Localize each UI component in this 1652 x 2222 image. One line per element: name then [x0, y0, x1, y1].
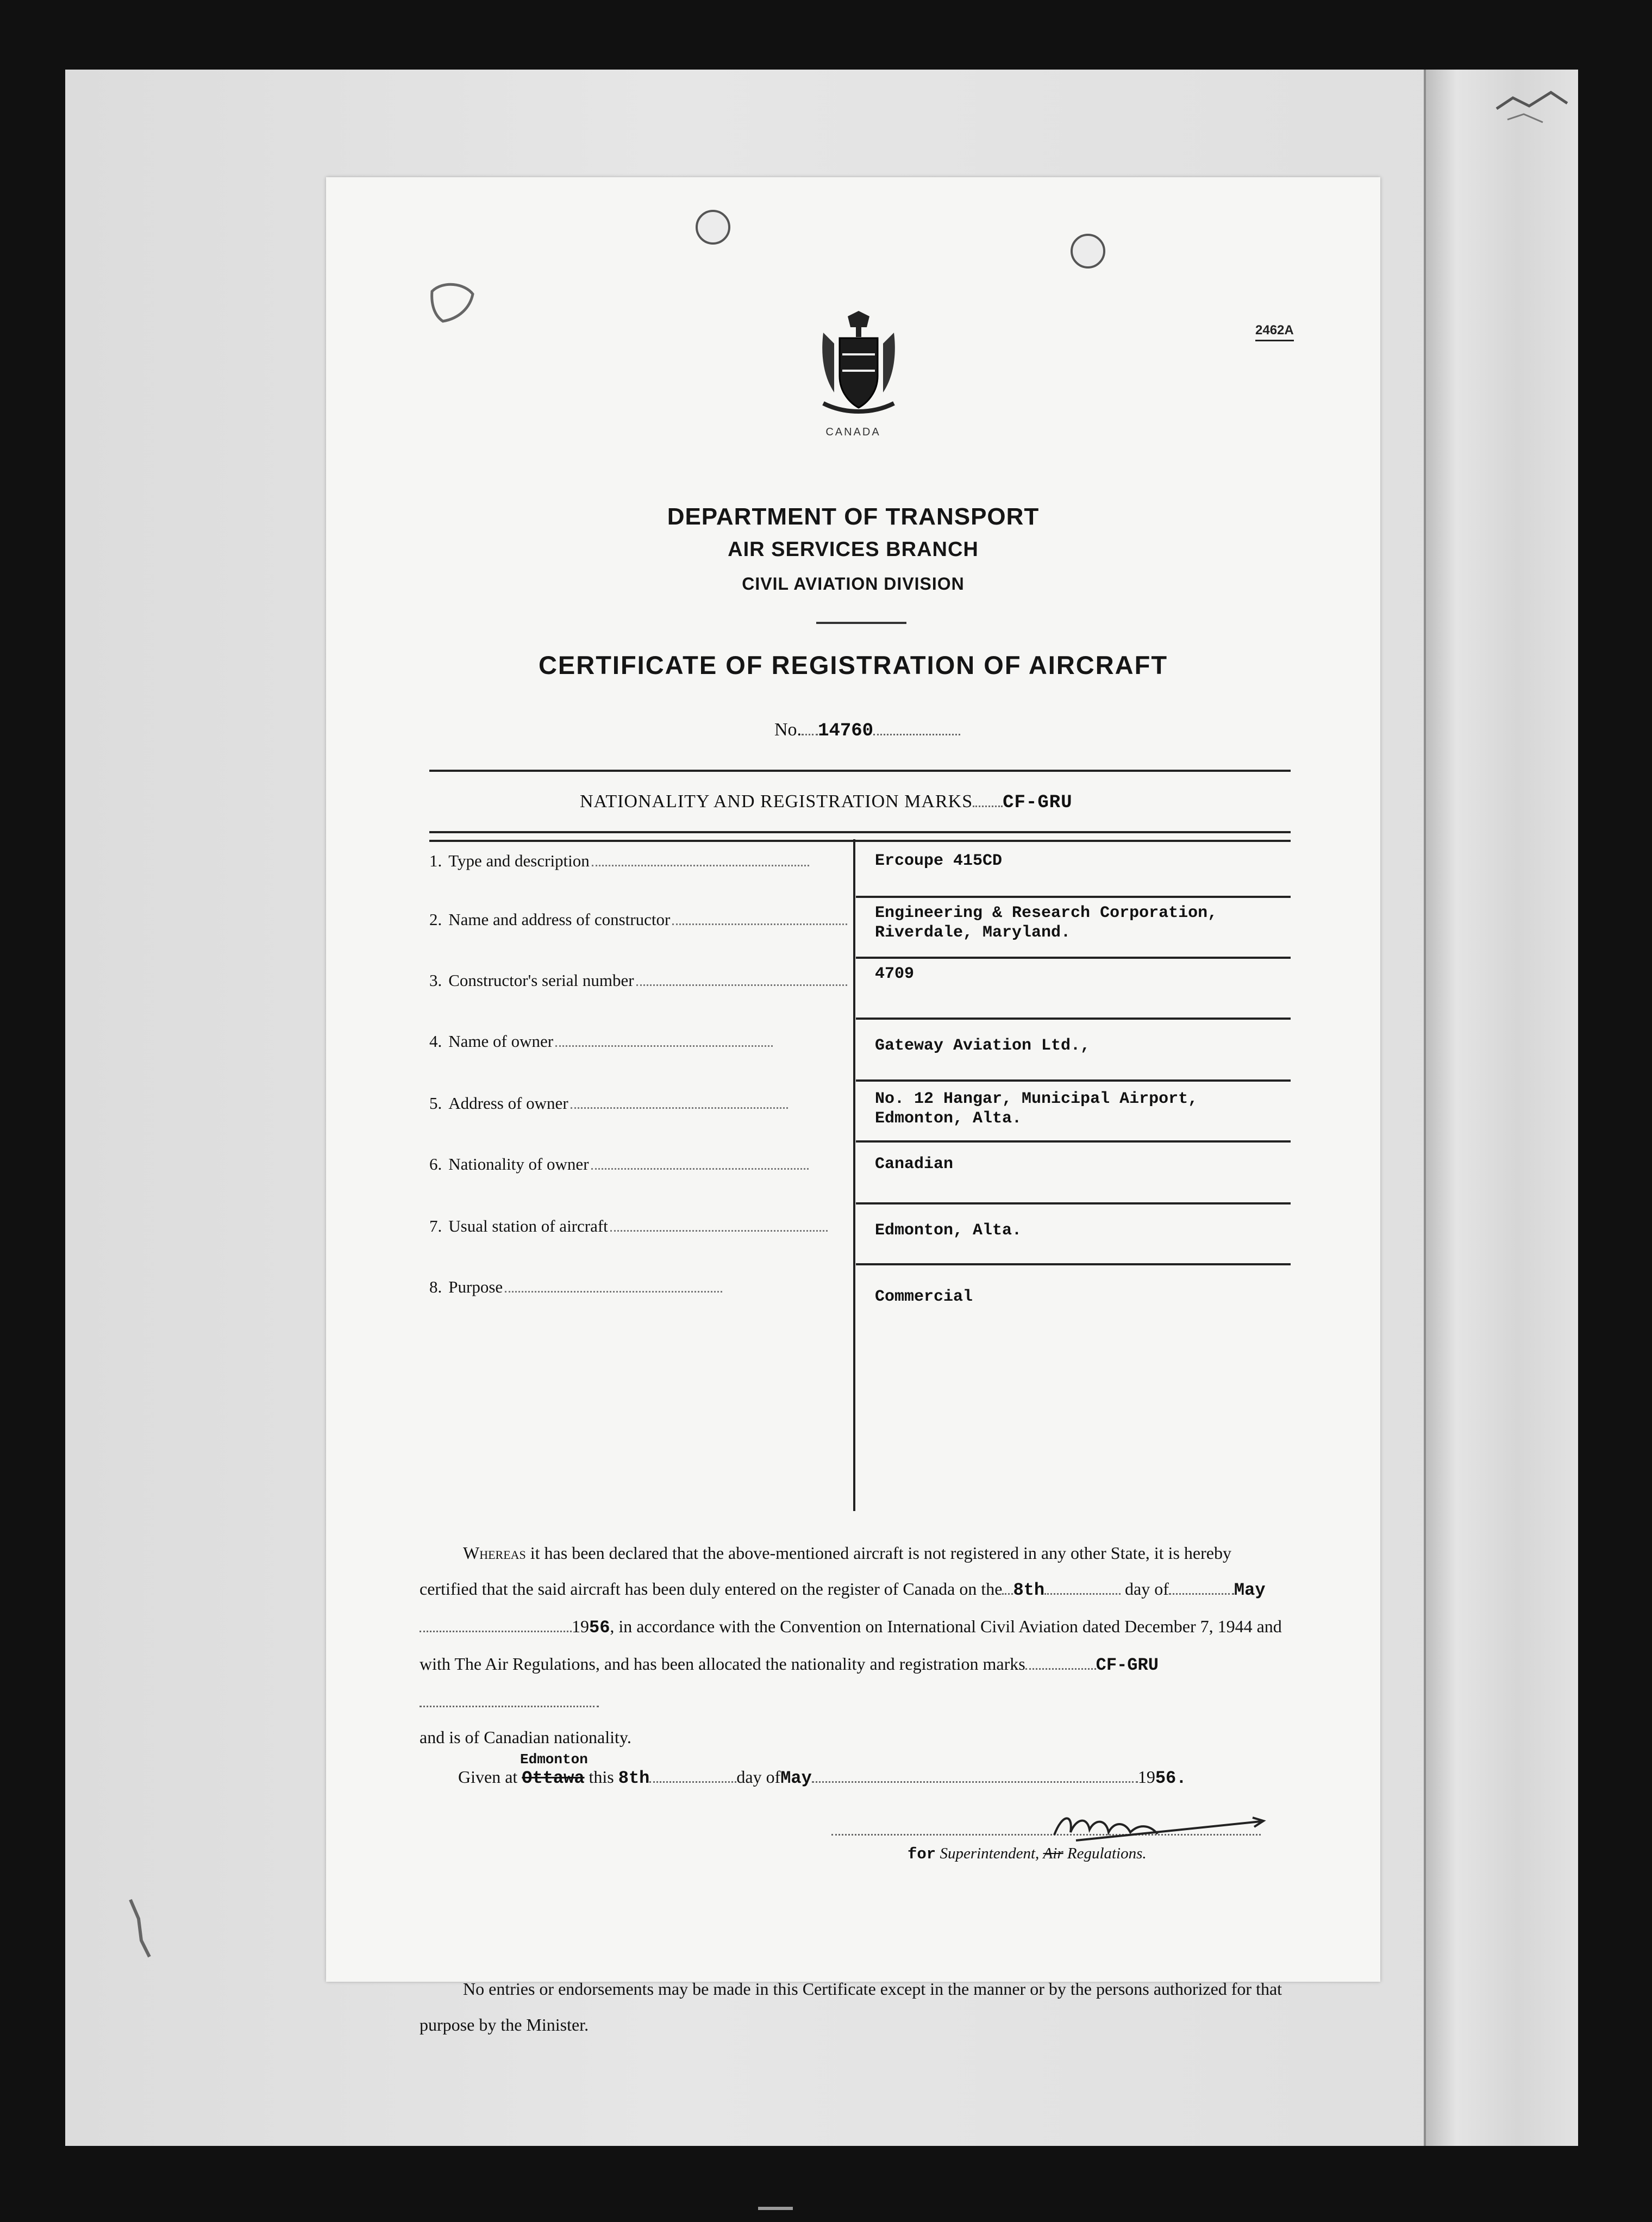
department-heading: DEPARTMENT OF TRANSPORT: [667, 503, 1040, 530]
field-label: 1. Type and description: [429, 851, 848, 871]
certificate-number: [774, 720, 960, 741]
scan-edge-mark: [758, 2207, 793, 2210]
whereas-text-4: and is of Canadian nationality.: [420, 1727, 631, 1747]
certificate-number-label: No.: [774, 720, 802, 740]
registration-year-suffix: 56: [589, 1618, 610, 1638]
signatory-for: for: [908, 1845, 936, 1863]
notice-paragraph: [420, 1971, 1291, 2043]
given-day: 8th: [618, 1768, 650, 1788]
whereas-lead-word: Whereas: [463, 1543, 526, 1563]
coat-of-arms-icon: [818, 311, 899, 420]
signatory-title: [908, 1845, 1147, 1863]
field-row-constructor: [429, 898, 1291, 959]
allocated-marks: CF-GRU: [1096, 1655, 1159, 1675]
given-month: May: [780, 1768, 812, 1788]
certificate-title: CERTIFICATE OF REGISTRATION OF AIRCRAFT: [538, 651, 1168, 679]
field-label: 6. Nationality of owner: [429, 1154, 848, 1174]
pencil-mark-icon: [125, 1897, 158, 1962]
registration-month: May: [1234, 1580, 1266, 1600]
given-prefix: Given at: [458, 1767, 518, 1787]
field-label: 2. Name and address of constructor: [429, 910, 848, 929]
field-label: 7. Usual station of aircraft: [429, 1216, 848, 1236]
given-place-typed: Edmonton: [520, 1751, 588, 1768]
whereas-text-3: , in accordance with the Convention on International Civil Aviation dated December 7, 1944 and with The Air Regulations, and has been allocated the nationality and registration marks: [420, 1616, 1282, 1674]
field-label: 5. Address of owner: [429, 1094, 848, 1113]
ink-smudge-icon: [421, 275, 481, 335]
field-row-serial: [429, 959, 1291, 1020]
field-value: Commercial: [875, 1288, 973, 1306]
field-label: 8. Purpose: [429, 1277, 848, 1297]
field-value: Gateway Aviation Ltd.,: [875, 1037, 1091, 1055]
given-place-struck: Ottawa: [522, 1768, 585, 1788]
registration-marks-value: CF-GRU: [1003, 792, 1073, 813]
registration-marks-line: [580, 791, 1073, 813]
field-value: Edmonton, Alta.: [875, 1221, 1022, 1240]
binding-strip: [1424, 70, 1578, 2146]
whereas-text-2: day of: [1125, 1579, 1169, 1599]
top-rule: [429, 770, 1291, 772]
certificate-page: [326, 177, 1380, 2034]
whereas-paragraph: [420, 1535, 1291, 1755]
field-label: 3. Constructor's serial number: [429, 971, 848, 990]
registration-year-prefix: 19: [572, 1616, 589, 1636]
notice-text: No entries or endorsements may be made in this Certificate except in the manner or by the persons authorized for that purpose by the Minister.: [420, 1979, 1282, 2034]
signatory-superintendent: Superintendent,: [940, 1845, 1040, 1862]
branch-heading: AIR SERVICES BRANCH: [728, 538, 979, 561]
given-year-prefix: 19: [1137, 1767, 1155, 1787]
division-heading: CIVIL AVIATION DIVISION: [742, 574, 965, 594]
field-row-type: [429, 839, 1291, 898]
registration-marks-label: NATIONALITY AND REGISTRATION MARKS: [580, 791, 973, 812]
given-line: [458, 1767, 1290, 1788]
field-row-purpose: [429, 1265, 1291, 1334]
field-row-nationality: [429, 1143, 1291, 1204]
strip-scribble-icon: [1491, 76, 1573, 136]
whereas-text-1: it has been declared that the above-mentioned aircraft is not registered in any other State, it is hereby certified that the said aircraft has been duly entered on the register of Canada on the: [420, 1543, 1231, 1599]
punch-hole-left: [696, 210, 730, 245]
field-row-owner-address: [429, 1082, 1291, 1143]
given-this: this: [589, 1767, 614, 1787]
field-label: 4. Name of owner: [429, 1032, 848, 1051]
field-value: 4709: [875, 965, 915, 983]
signature-icon: [1043, 1802, 1272, 1851]
field-value: Ercoupe 415CD: [875, 852, 1003, 870]
field-row-owner-name: [429, 1020, 1291, 1082]
field-value: Canadian: [875, 1155, 954, 1174]
signatory-struck-word: Air: [1043, 1845, 1063, 1862]
signatory-regulations: Regulations.: [1067, 1845, 1147, 1862]
punch-hole-right: [1071, 234, 1105, 269]
given-year-suffix: 56.: [1155, 1768, 1187, 1788]
certificate-number-value: 14760: [818, 721, 874, 741]
field-value: Engineering & Research Corporation, Riverdale, Maryland.: [875, 904, 1218, 942]
field-row-station: [429, 1204, 1291, 1265]
heading-divider: [816, 622, 906, 624]
given-day-of: day of: [736, 1767, 781, 1787]
country-label: CANADA: [825, 426, 881, 438]
registration-day: 8th: [1013, 1580, 1045, 1600]
field-value: No. 12 Hangar, Municipal Airport, Edmonton, Alta.: [875, 1090, 1198, 1128]
form-number: 2462A: [1255, 323, 1294, 341]
